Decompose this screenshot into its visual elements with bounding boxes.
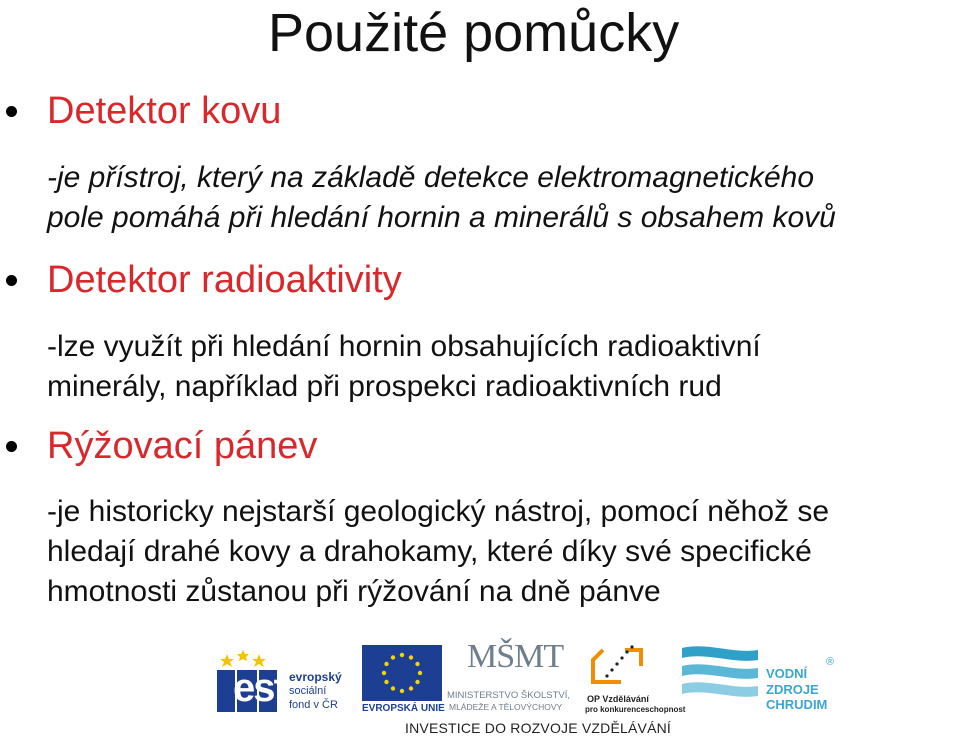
msmt-logo bbox=[445, 640, 575, 722]
esf-line: sociální bbox=[289, 685, 327, 697]
page-title: Použité pomůcky bbox=[268, 3, 680, 63]
item-heading-metal-detector: Detektor kovu bbox=[47, 90, 282, 132]
item-description-metal-detector bbox=[47, 158, 836, 238]
description-line: -lze využít při hledání hornin obsahujících radioaktivní bbox=[47, 330, 761, 363]
op-line: OP Vzdělávání bbox=[587, 694, 649, 704]
msmt-line: MINISTERSTVO ŠKOLSTVÍ, bbox=[447, 690, 570, 701]
description-line: -je přístroj, který na základě detekce elektromagnetického bbox=[47, 161, 815, 194]
footer-slogan: INVESTICE DO ROZVOJE VZDĚLÁVÁNÍ bbox=[405, 720, 672, 736]
registered-mark: ® bbox=[826, 656, 835, 668]
description-line: pole pomáhá při hledání hornin a minerálů s obsahem kovů bbox=[47, 201, 836, 234]
eu-flag-logo bbox=[362, 645, 450, 717]
item-heading-radioactivity-detector: Detektor radioaktivity bbox=[47, 259, 402, 301]
bullet-dot bbox=[6, 441, 17, 452]
description-line: -je historicky nejstarší geologický nástroj, pomocí něhož se bbox=[47, 495, 830, 528]
msmt-line: MLÁDEŽE A TĚLOVÝCHOVY bbox=[449, 702, 563, 712]
vz-line: CHRUDIM bbox=[766, 697, 828, 712]
bullet-dot bbox=[6, 275, 17, 286]
esf-line: evropský bbox=[289, 670, 342, 684]
vz-line: VODNÍ bbox=[766, 666, 808, 681]
bullet-dot bbox=[6, 106, 17, 117]
eu-caption: EVROPSKÁ UNIE bbox=[362, 703, 445, 714]
esf-big-text: esf bbox=[233, 666, 285, 710]
description-line: hmotnosti zůstanou při rýžování na dně pánve bbox=[47, 575, 661, 608]
vodni-zdroje-logo bbox=[680, 640, 840, 722]
msmt-mark: MŠMT bbox=[467, 638, 564, 675]
description-line: hledají drahé kovy a drahokamy, které díky své specifické bbox=[47, 535, 812, 568]
item-heading-panning-pan: Rýžovací pánev bbox=[47, 425, 318, 467]
description-line: minerály, například při prospekci radioaktivních rud bbox=[47, 370, 722, 403]
sponsor-logos bbox=[215, 640, 835, 740]
item-description-radioactivity-detector bbox=[47, 327, 761, 407]
op-line: pro konkurenceschopnost bbox=[585, 705, 686, 714]
esf-line: fond v ČR bbox=[289, 699, 338, 711]
item-description-panning-pan bbox=[47, 492, 829, 612]
esf-logo bbox=[215, 648, 360, 718]
vz-line: ZDROJE bbox=[766, 682, 819, 697]
op-logo bbox=[585, 642, 686, 722]
